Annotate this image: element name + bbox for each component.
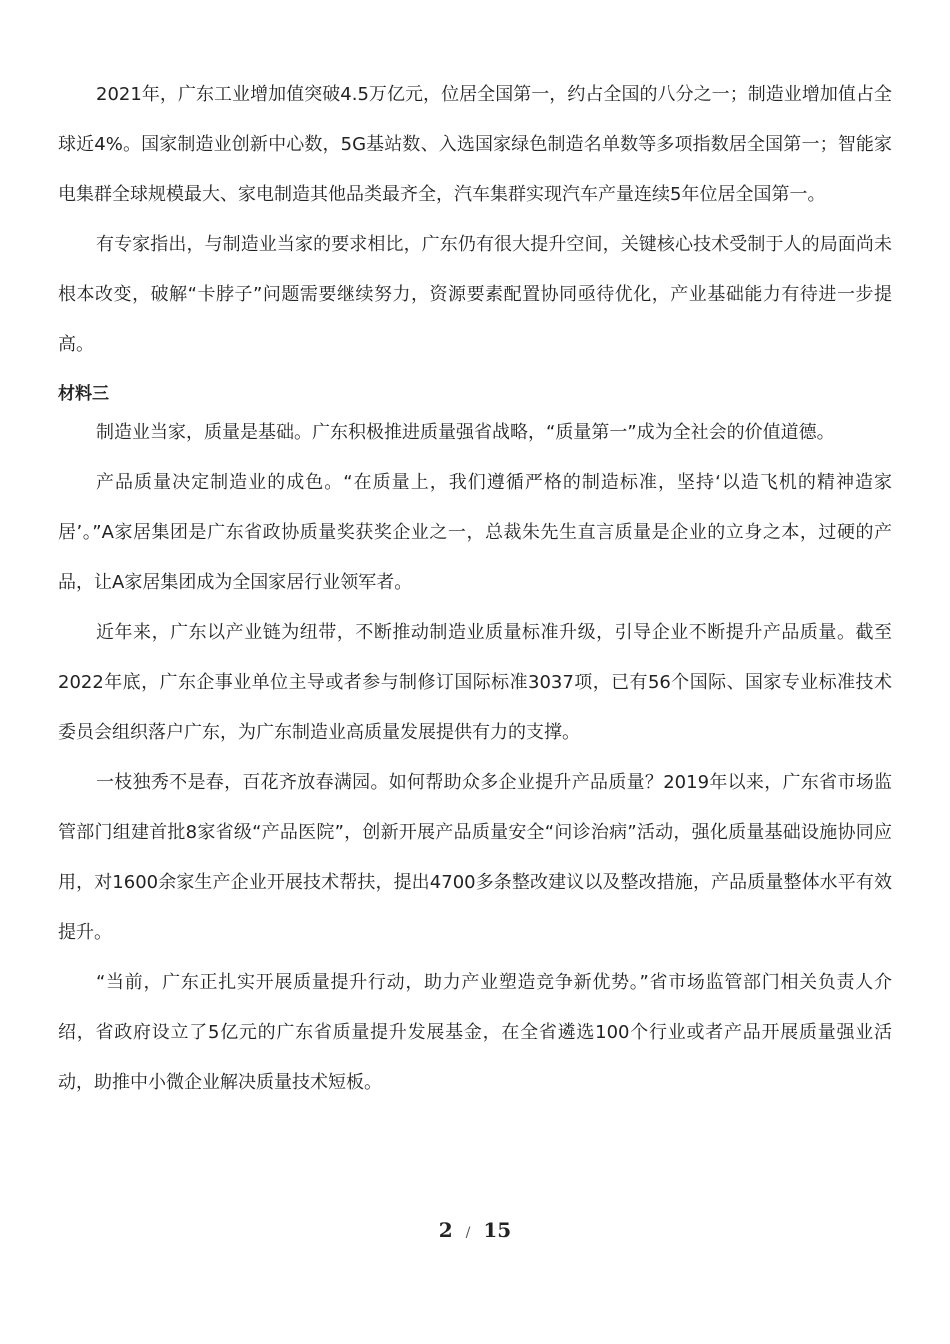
page-number [0,1218,950,1242]
section-heading: 材料三 [58,384,109,404]
paragraph-standards-upgrade: 近年来，广东以产业链为纽带，不断推动制造业质量标准升级，引导企业不断提升产品质量。截至2022年底，广东企事业单位主导或者参与制修订国际标准3037项，已有56个国际、国家专业标准技术委员会组织落户广东，为广东制造业高质量发展提供有力的支撑。 [58,622,892,743]
paragraph-quality-fund: “当前，广东正扎实开展质量提升行动，助力产业塑造竞争新优势。”省市场监管部门相关负责人介绍，省政府设立了5亿元的广东省质量提升发展基金，在全省遴选100个行业或者产品开展质量强业活动，助推中小微企业解决质量技术短板。 [58,972,892,1093]
paragraph-quality-foundation: 制造业当家，质量是基础。广东积极推进质量强省战略，“质量第一”成为全社会的价值道德。 [96,422,835,443]
paragraph-product-quality: 产品质量决定制造业的成色。“在质量上，我们遵循严格的制造标准，坚持‘以造飞机的精神造家居’。”A家居集团是广东省政协质量奖获奖企业之一，总裁朱先生直言质量是企业的立身之本，过硬的产品，让A家居集团成为全国家居行业领军者。 [58,472,892,593]
document-body [58,70,892,1108]
current-page-number: 2 [438,1218,453,1242]
page-separator: / [465,1225,471,1241]
paragraph-product-hospital: 一枝独秀不是春，百花齐放春满园。如何帮助众多企业提升产品质量？2019年以来，广东省市场监管部门组建首批8家省级“产品医院”，创新开展产品质量安全“问诊治病”活动，强化质量基础设施协同应用，对1600余家生产企业开展技术帮扶，提出4700多条整改建议以及整改措施，产品质量整体水平有效提升。 [58,772,892,943]
paragraph-industry-stats: 2021年，广东工业增加值突破4.5万亿元，位居全国第一，约占全国的八分之一；制造业增加值占全球近4%。国家制造业创新中心数，5G基站数、入选国家绿色制造名单数等多项指数居全国第一；智能家电集群全球规模最大、家电制造其他品类最齐全，汽车集群实现汽车产量连续5年位居全国第一。 [58,84,892,205]
total-pages-number: 15 [483,1218,512,1242]
paragraph-expert-opinion: 有专家指出，与制造业当家的要求相比，广东仍有很大提升空间，关键核心技术受制于人的局面尚未根本改变，破解“卡脖子”问题需要继续努力，资源要素配置协同亟待优化，产业基础能力有待进一步提高。 [58,234,892,355]
